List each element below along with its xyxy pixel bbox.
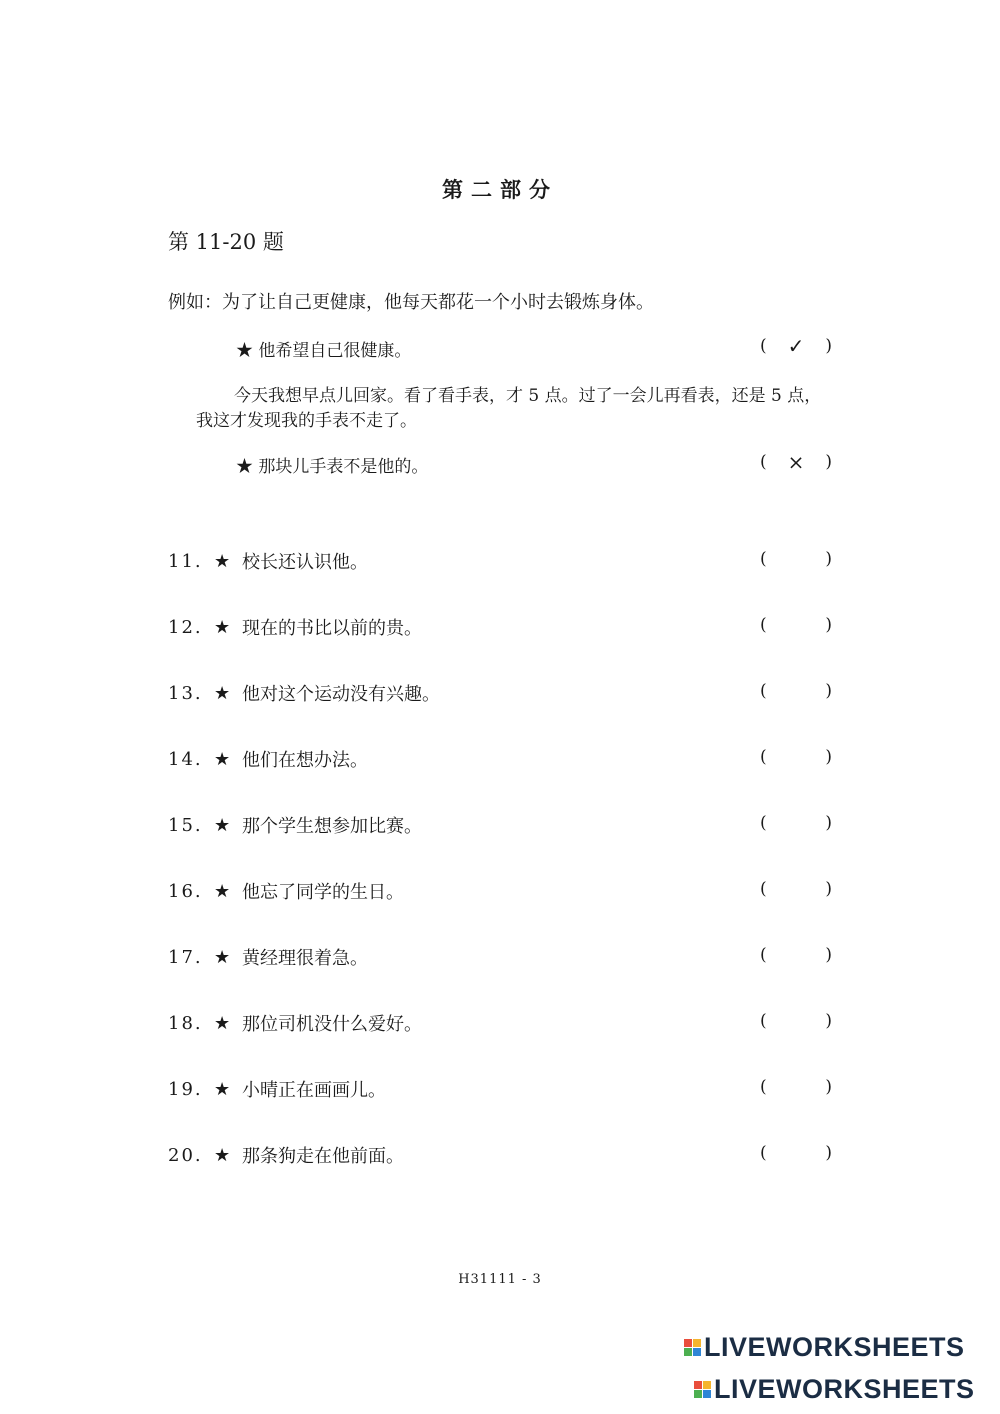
answer-blank[interactable] [760, 1011, 832, 1031]
star-icon: ★ [214, 814, 231, 836]
question-number: 17. [168, 946, 203, 968]
answer-blank[interactable] [760, 1143, 832, 1163]
question-row [168, 1076, 386, 1102]
cross-mark-icon: × [787, 450, 805, 474]
paren-open: ( [760, 813, 767, 833]
star-icon: ★ [214, 1144, 231, 1166]
paren-open: ( [760, 1143, 767, 1163]
answer-blank[interactable] [760, 945, 832, 965]
paren-close: ) [825, 336, 832, 356]
liveworksheets-logo-icon [684, 1339, 701, 1356]
paren-close: ) [825, 1143, 832, 1163]
watermark-text: LIVEWORKSHEETS [704, 1332, 965, 1362]
star-icon: ★ [214, 748, 231, 770]
question-row [168, 680, 440, 706]
paren-close: ) [825, 879, 832, 899]
paren-close: ) [825, 945, 832, 965]
example-statement-2: ★ 那块儿手表不是他的。 [236, 457, 429, 477]
check-mark-icon: ✓ [787, 334, 805, 358]
section-title: 第二部分 [442, 177, 558, 202]
question-row [168, 1010, 422, 1036]
paren-close: ) [825, 681, 832, 701]
answer-blank[interactable] [760, 1077, 832, 1097]
question-statement: 现在的书比以前的贵。 [242, 618, 422, 639]
paren-open: ( [760, 1011, 767, 1031]
answer-blank[interactable] [760, 681, 832, 701]
liveworksheets-logo-icon [694, 1381, 711, 1398]
question-number: 13. [168, 682, 203, 704]
question-row [168, 548, 368, 574]
question-row [168, 1142, 404, 1168]
paren-open: ( [760, 681, 767, 701]
paren-close: ) [825, 1077, 832, 1097]
question-row [168, 878, 404, 904]
question-statement: 他们在想办法。 [242, 750, 368, 771]
question-statement: 小晴正在画画儿。 [242, 1080, 386, 1101]
paren-open: ( [760, 747, 767, 767]
question-statement: 那个学生想参加比赛。 [242, 816, 422, 837]
paren-open: ( [760, 1077, 767, 1097]
question-number: 18. [168, 1012, 203, 1034]
paren-open: ( [760, 945, 767, 965]
star-icon: ★ [214, 946, 231, 968]
paren-close: ) [825, 747, 832, 767]
paren-close: ) [825, 452, 832, 472]
answer-blank[interactable] [760, 549, 832, 569]
star-icon: ★ [214, 880, 231, 902]
paren-open: ( [760, 879, 767, 899]
paren-close: ) [825, 549, 832, 569]
question-statement: 他忘了同学的生日。 [242, 882, 404, 903]
paren-open: ( [760, 615, 767, 635]
question-number: 19. [168, 1078, 203, 1100]
answer-blank[interactable] [760, 615, 832, 635]
star-icon: ★ [214, 550, 231, 572]
answer-blank[interactable] [760, 879, 832, 899]
paren-close: ) [825, 615, 832, 635]
paren-open: ( [760, 549, 767, 569]
liveworksheets-watermark [684, 1332, 965, 1363]
example-answer-1 [760, 334, 832, 358]
paren-close: ) [825, 1011, 832, 1031]
answer-blank[interactable] [760, 747, 832, 767]
paren-close: ) [825, 813, 832, 833]
star-icon: ★ [214, 1012, 231, 1034]
example-answer-2 [760, 450, 832, 474]
question-row [168, 746, 368, 772]
star-icon: ★ [214, 616, 231, 638]
question-number: 14. [168, 748, 203, 770]
question-row [168, 812, 422, 838]
paren-open: ( [760, 336, 767, 356]
example-statement-1: ★ 他希望自己很健康。 [236, 341, 412, 361]
question-row [168, 944, 368, 970]
question-number: 11. [168, 550, 203, 572]
question-statement: 校长还认识他。 [242, 552, 368, 573]
question-statement: 那条狗走在他前面。 [242, 1146, 404, 1167]
example-sentence: 例如：为了让自己更健康，他每天都花一个小时去锻炼身体。 [168, 292, 654, 313]
question-number: 20. [168, 1144, 203, 1166]
star-icon: ★ [214, 1078, 231, 1100]
question-number: 15. [168, 814, 203, 836]
question-statement: 黄经理很着急。 [242, 948, 368, 969]
star-icon: ★ [214, 682, 231, 704]
question-statement: 他对这个运动没有兴趣。 [242, 684, 440, 705]
question-number: 12. [168, 616, 203, 638]
question-range: 第 11-20 题 [168, 230, 284, 254]
question-row [168, 614, 422, 640]
answer-blank[interactable] [760, 813, 832, 833]
page-footer-code: H31111 - 3 [458, 1272, 542, 1287]
example-passage: 今天我想早点儿回家。看了看手表，才 5 点。过了一会儿再看表，还是 5 点，我这才发现我的手表不走了。 [196, 386, 822, 431]
question-number: 16. [168, 880, 203, 902]
watermark-text: LIVEWORKSHEETS [714, 1374, 975, 1404]
question-statement: 那位司机没什么爱好。 [242, 1014, 422, 1035]
liveworksheets-watermark [694, 1374, 975, 1405]
paren-open: ( [760, 452, 767, 472]
